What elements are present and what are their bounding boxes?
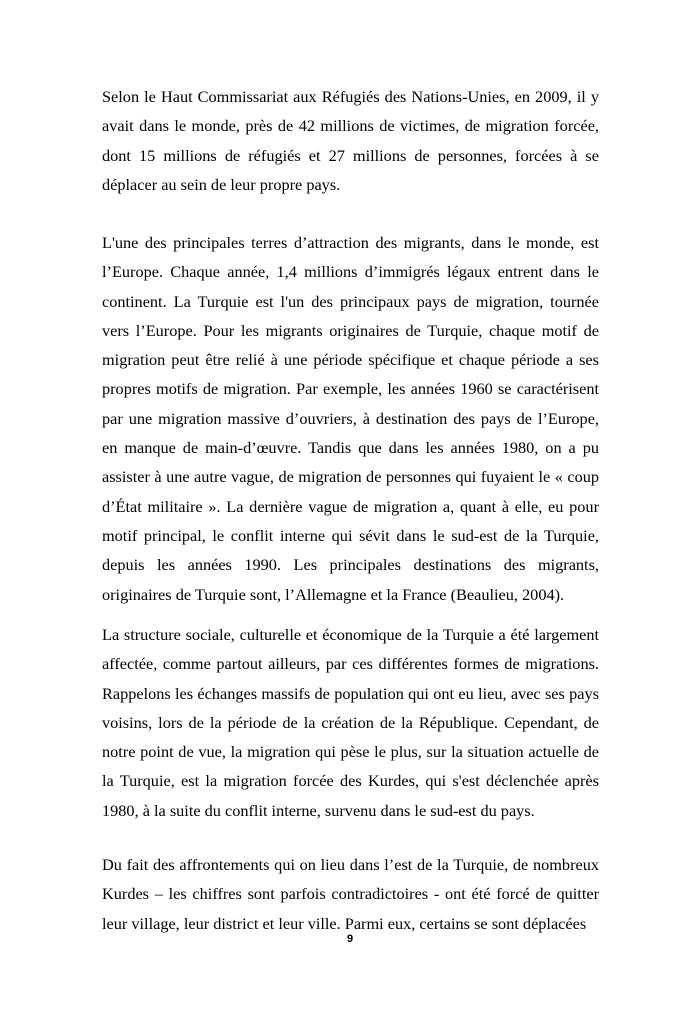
paragraph-4: [102, 850, 599, 938]
paragraph-2-text: L'une des principales terres d’attraction des migrants, dans le monde, est l’Europe. Chaque année, 1,4 millions d’immigrés légaux entrent dans le continent. La Turquie est l'un des principaux pays de migration, tournée vers l’Europe. Pour les migrants originaires de Turquie, chaque motif de migration peut être relié à une période spécifique et chaque période a ses propres motifs de migration. Par exemple, les années 1960 se caractérisent par une migration massive d’ouvriers, à destination des pays de l’Europe, en manque de main-d’œuvre. Tandis que dans les années 1980, on a pu assister à une autre vague, de migration de personnes qui fuyaient le « coup d’État militaire ». La dernière vague de migration a, quant à elle, eu pour motif principal, le conflit interne qui sévit dans le sud-est de la Turquie, depuis les années 1990. Les principales destinations des migrants, originaires de Turquie sont, l’Allemagne et la France (Beaulieu, 2004).: [102, 233, 599, 604]
paragraph-4-text: Du fait des affrontements qui on lieu dans l’est de la Turquie, de nombreux Kurdes – les chiffres sont parfois contradictoires - ont été forcé de quitter leur village, leur district et leur ville. Parmi eux, certains se sont déplacées: [102, 855, 599, 933]
paragraph-3: [102, 620, 599, 825]
paragraph-1-text: Selon le Haut Commissariat aux Réfugiés des Nations-Unies, en 2009, il y avait dans le monde, près de 42 millions de victimes, de migration forcée, dont 15 millions de réfugiés et 27 millions de personnes, forcées à se déplacer au sein de leur propre pays.: [102, 87, 599, 194]
paragraph-1: [102, 82, 599, 199]
page-number: 9: [346, 933, 354, 945]
paragraph-2: [102, 228, 599, 609]
paragraph-3-text: La structure sociale, culturelle et économique de la Turquie a été largement affectée, comme partout ailleurs, par ces différentes formes de migrations. Rappelons les échanges massifs de population qui ont eu lieu, avec ses pays voisins, lors de la période de la création de la République. Cependant, de notre point de vue, la migration qui pèse le plus, sur la situation actuelle de la Turquie, est la migration forcée des Kurdes, qui s'est déclenchée après 1980, à la suite du conflit interne, survenu dans le sud-est du pays.: [102, 625, 599, 820]
